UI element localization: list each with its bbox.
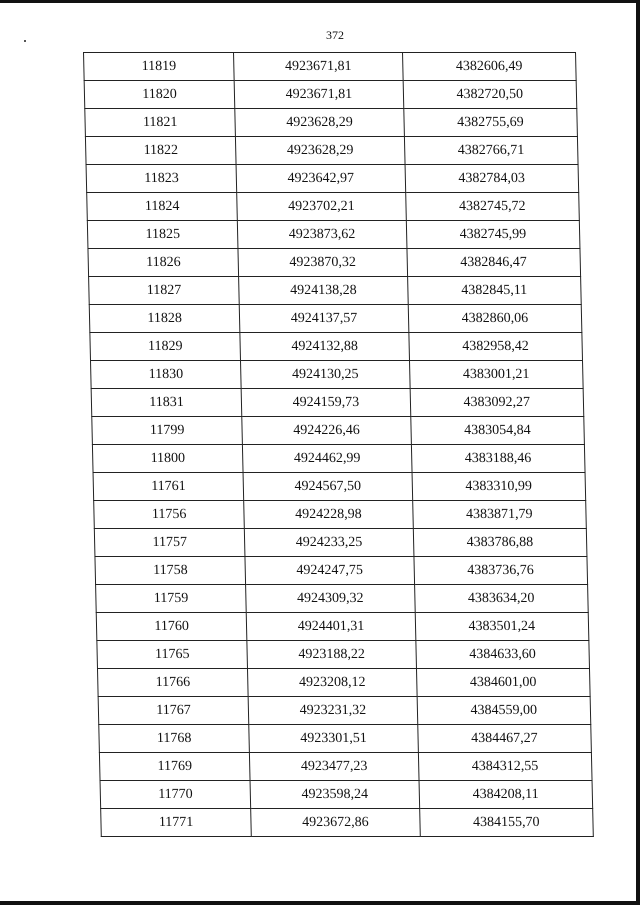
table-row	[85, 137, 578, 165]
table-row	[92, 417, 585, 445]
table-row	[94, 501, 587, 529]
point-number-cell: 11761	[93, 473, 244, 501]
x-coordinate-cell: 4924137,57	[240, 305, 409, 333]
table-row	[87, 193, 580, 221]
table-row	[101, 809, 594, 837]
table-row	[100, 781, 593, 809]
x-coordinate-cell: 4924462,99	[243, 445, 412, 473]
x-coordinate-cell: 4923672,86	[251, 809, 420, 837]
point-number-cell: 11758	[95, 557, 246, 585]
x-coordinate-cell: 4923231,32	[248, 697, 417, 725]
point-number-cell: 11821	[85, 109, 236, 137]
x-coordinate-cell: 4924567,50	[243, 473, 412, 501]
x-coordinate-cell: 4923628,29	[235, 109, 404, 137]
x-coordinate-cell: 4923671,81	[234, 81, 403, 109]
x-coordinate-cell: 4923188,22	[247, 641, 416, 669]
y-coordinate-cell: 4383501,24	[415, 613, 589, 641]
y-coordinate-cell: 4383188,46	[411, 445, 585, 473]
table-row	[97, 641, 590, 669]
x-coordinate-cell: 4924228,98	[244, 501, 413, 529]
table-row	[90, 333, 583, 361]
y-coordinate-cell: 4383736,76	[414, 557, 588, 585]
y-coordinate-cell: 4382720,50	[403, 81, 577, 109]
point-number-cell: 11759	[96, 585, 247, 613]
coordinates-table	[83, 52, 594, 837]
table-row	[91, 361, 584, 389]
table-row	[88, 249, 581, 277]
table-row	[92, 445, 585, 473]
x-coordinate-cell: 4923477,23	[250, 753, 419, 781]
x-coordinate-cell: 4924401,31	[247, 613, 416, 641]
y-coordinate-cell: 4382846,47	[407, 249, 581, 277]
table-row	[98, 697, 591, 725]
point-number-cell: 11760	[96, 613, 247, 641]
x-coordinate-cell: 4924130,25	[241, 361, 410, 389]
x-coordinate-cell: 4923671,81	[234, 53, 403, 81]
scan-border-top	[0, 0, 640, 3]
y-coordinate-cell: 4384633,60	[415, 641, 589, 669]
x-coordinate-cell: 4923301,51	[249, 725, 418, 753]
y-coordinate-cell: 4384467,27	[417, 725, 591, 753]
y-coordinate-cell: 4382958,42	[409, 333, 583, 361]
page-number: 372	[326, 28, 344, 42]
point-number-cell: 11824	[87, 193, 238, 221]
x-coordinate-cell: 4924247,75	[245, 557, 414, 585]
point-number-cell: 11828	[89, 305, 240, 333]
point-number-cell: 11825	[87, 221, 238, 249]
table-row	[89, 305, 582, 333]
x-coordinate-cell: 4923702,21	[237, 193, 406, 221]
x-coordinate-cell: 4923873,62	[238, 221, 407, 249]
x-coordinate-cell: 4923870,32	[238, 249, 407, 277]
point-number-cell: 11826	[88, 249, 239, 277]
table-row	[96, 613, 589, 641]
point-number-cell: 11756	[94, 501, 245, 529]
point-number-cell: 11820	[84, 81, 235, 109]
y-coordinate-cell: 4384208,11	[419, 781, 593, 809]
x-coordinate-cell: 4924138,28	[239, 277, 408, 305]
x-coordinate-cell: 4923208,12	[248, 669, 417, 697]
point-number-cell: 11831	[91, 389, 242, 417]
table-row	[93, 473, 586, 501]
table-row	[87, 221, 580, 249]
y-coordinate-cell: 4382766,71	[404, 137, 578, 165]
y-coordinate-cell: 4384155,70	[419, 809, 593, 837]
point-number-cell: 11799	[92, 417, 243, 445]
table-row	[97, 669, 590, 697]
y-coordinate-cell: 4382755,69	[403, 109, 577, 137]
scan-border-right	[636, 0, 640, 905]
table-row	[96, 585, 589, 613]
table-row	[85, 109, 578, 137]
y-coordinate-cell: 4383634,20	[414, 585, 588, 613]
point-number-cell: 11757	[94, 529, 245, 557]
point-number-cell: 11830	[91, 361, 242, 389]
x-coordinate-cell: 4923642,97	[236, 165, 405, 193]
point-number-cell: 11770	[100, 781, 251, 809]
table-row	[99, 725, 592, 753]
table-row	[95, 557, 588, 585]
scan-border-bottom	[0, 901, 640, 905]
y-coordinate-cell: 4384312,55	[418, 753, 592, 781]
x-coordinate-cell: 4924233,25	[245, 529, 414, 557]
table-body	[84, 53, 594, 837]
point-number-cell: 11800	[92, 445, 243, 473]
x-coordinate-cell: 4924132,88	[240, 333, 409, 361]
x-coordinate-cell: 4923598,24	[250, 781, 419, 809]
point-number-cell: 11768	[99, 725, 250, 753]
point-number-cell: 11827	[89, 277, 240, 305]
table-row	[86, 165, 579, 193]
point-number-cell: 11765	[97, 641, 248, 669]
point-number-cell: 11766	[97, 669, 248, 697]
point-number-cell: 11819	[84, 53, 235, 81]
y-coordinate-cell: 4383786,88	[413, 529, 587, 557]
y-coordinate-cell: 4382784,03	[405, 165, 579, 193]
table-row	[84, 81, 577, 109]
table-row	[94, 529, 587, 557]
table-row	[91, 389, 584, 417]
y-coordinate-cell: 4383310,99	[412, 473, 586, 501]
y-coordinate-cell: 4383092,27	[410, 389, 584, 417]
point-number-cell: 11822	[85, 137, 236, 165]
x-coordinate-cell: 4924159,73	[241, 389, 410, 417]
x-coordinate-cell: 4924309,32	[246, 585, 415, 613]
point-number-cell: 11823	[86, 165, 237, 193]
point-number-cell: 11769	[99, 753, 250, 781]
point-number-cell: 11767	[98, 697, 249, 725]
y-coordinate-cell: 4383871,79	[412, 501, 586, 529]
y-coordinate-cell: 4384601,00	[416, 669, 590, 697]
point-number-cell: 11771	[101, 809, 252, 837]
y-coordinate-cell: 4382745,99	[406, 221, 580, 249]
table-row	[89, 277, 582, 305]
y-coordinate-cell: 4382845,11	[407, 277, 581, 305]
point-number-cell: 11829	[90, 333, 241, 361]
y-coordinate-cell: 4383001,21	[409, 361, 583, 389]
y-coordinate-cell: 4382606,49	[402, 53, 576, 81]
x-coordinate-cell: 4923628,29	[236, 137, 405, 165]
y-coordinate-cell: 4382745,72	[405, 193, 579, 221]
x-coordinate-cell: 4924226,46	[242, 417, 411, 445]
y-coordinate-cell: 4384559,00	[417, 697, 591, 725]
y-coordinate-cell: 4383054,84	[410, 417, 584, 445]
table-row	[84, 53, 577, 81]
table-row	[99, 753, 592, 781]
y-coordinate-cell: 4382860,06	[408, 305, 582, 333]
